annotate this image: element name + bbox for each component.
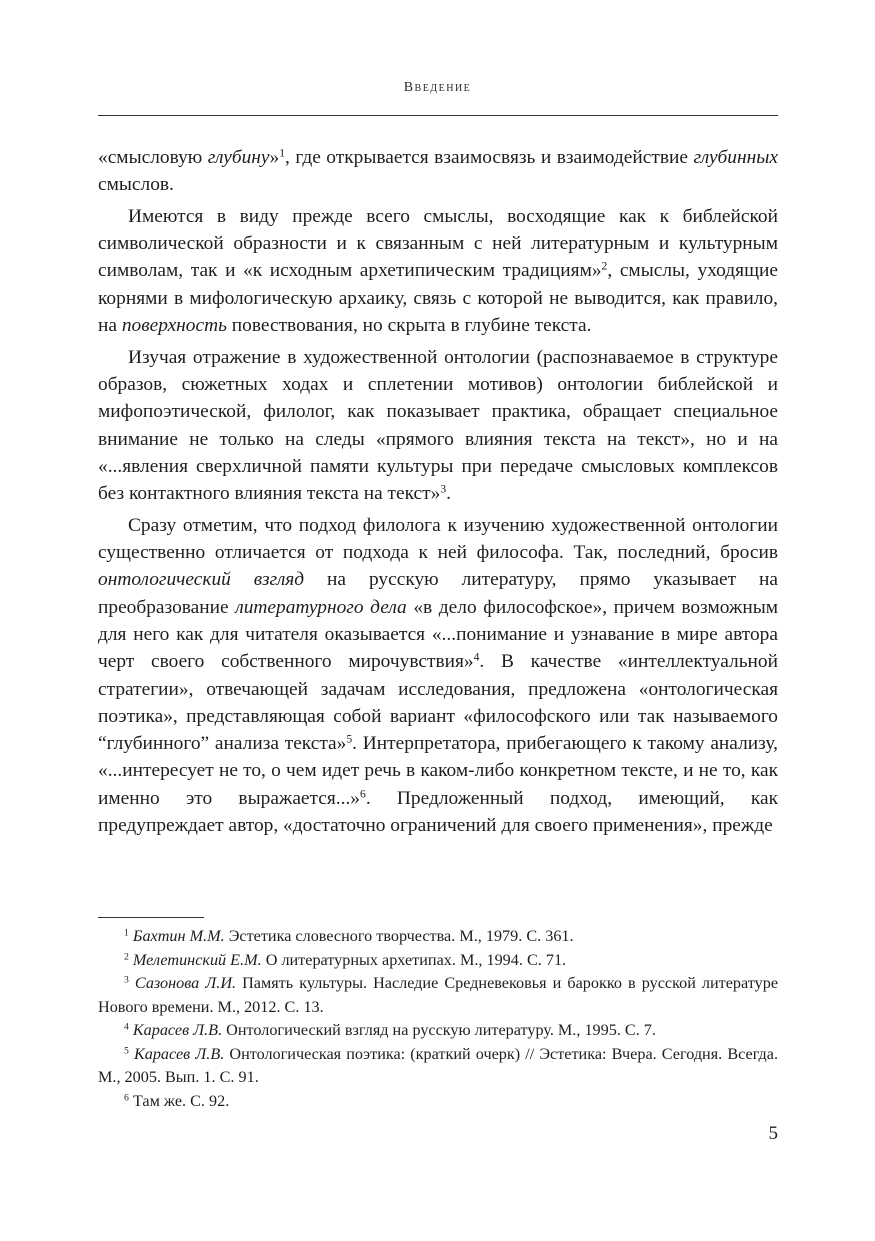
footnote-2: $^2$ Мелетинский Е.М. О литературных архетипах. М., 1994. С. 71. (124, 950, 567, 969)
footnote-5: $^5$ Карасев Л.В. Онтологическая поэтика: (краткий очерк) // Эстетика: Вчера. Сегодня. Всегда. М., 2005. Вып. 1. С. 91. (98, 1044, 778, 1086)
header-rule (98, 115, 778, 116)
footnote-6: $^6$ Там же. С. 92. (124, 1091, 230, 1110)
footnotes (98, 925, 778, 1113)
paragraph-2: Имеются в виду прежде всего смыслы, восходящие как к библейской символической образности и к связанным с ней литературным и культурным символам, так и «к исходным архетипическим традициям»$^2$, смыслы, уходящие корнями в мифологическую архаику, связь с которой не выводится, как правило, на поверхность повествования, но скрыта в глубине текста. (98, 205, 778, 337)
page-number: 5 (768, 1123, 778, 1144)
running-header: Введение (403, 80, 472, 95)
footnote-1: $^1$ Бахтин М.М. Эстетика словесного творчества. М., 1979. С. 361. (124, 927, 574, 945)
body-text (98, 144, 778, 839)
footnote-ref-4[interactable]: 4 (473, 650, 480, 664)
footnote-3: $^3$ Сазонова Л.И. Память культуры. Наследие Средневековья и барокко в русской литературе Нового времени. М., 2012. С. 13. (98, 974, 779, 1016)
paragraph-1: «смысловую глубину»$^1$, где открывается взаимосвязь и взаимодействие глубинных смыслов. (98, 146, 778, 196)
footnote-ref-3[interactable]: 3 (440, 482, 447, 496)
footnote-ref-6[interactable]: 6 (360, 787, 366, 801)
footnote-4: $^4$ Карасев Л.В. Онтологический взгляд на русскую литературу. М., 1995. С. 7. (124, 1021, 656, 1039)
paragraph-4: Сразу отметим, что подход филолога к изучению художественной онтологии существенно отличается от подхода к ней философа. Так, последний, бросив онтологический взгляд на русскую литературу, прямо указывает на преобразование литературного дела «в дело философское», причем возможным для него как для читателя оказывается «...понимание и узнавание в мире автора черт своего собственного мирочувствия»$^4$. В качестве «интеллектуальной стратегии», отвечающей задачам исследования, предложена «онтологическая поэтика», представляющая собой вариант «философского или так называемого “глубинного” анализа текста»$^5$. Интерпретатора, прибегающего к такому анализу, «...интересует не то, о чем идет речь в каком-либо конкретном тексте, и не то, как именно это выражается...»$^6$. Предложенный подход, имеющий, как предупреждает автор, «достаточно ограничений для своего применения», прежде (98, 514, 778, 837)
footnote-rule (98, 917, 204, 918)
footnote-ref-5[interactable]: 5 (346, 732, 353, 746)
footnote-ref-1[interactable]: 1 (279, 146, 286, 160)
footnote-ref-2[interactable]: 2 (601, 260, 608, 274)
paragraph-3: Изучая отражение в художественной онтологии (распознаваемое в структуре образов, сюжетных ходах и сплетении мотивов) онтологии библейской и мифопоэтической, филолог, как показывает практика, обращает специальное внимание не только на следы «прямого влияния текста на текст», но и на «...явления сверхличной памяти культуры при передаче смысловых комплексов без контактного влияния текста на текст»$^3$. (98, 346, 778, 505)
